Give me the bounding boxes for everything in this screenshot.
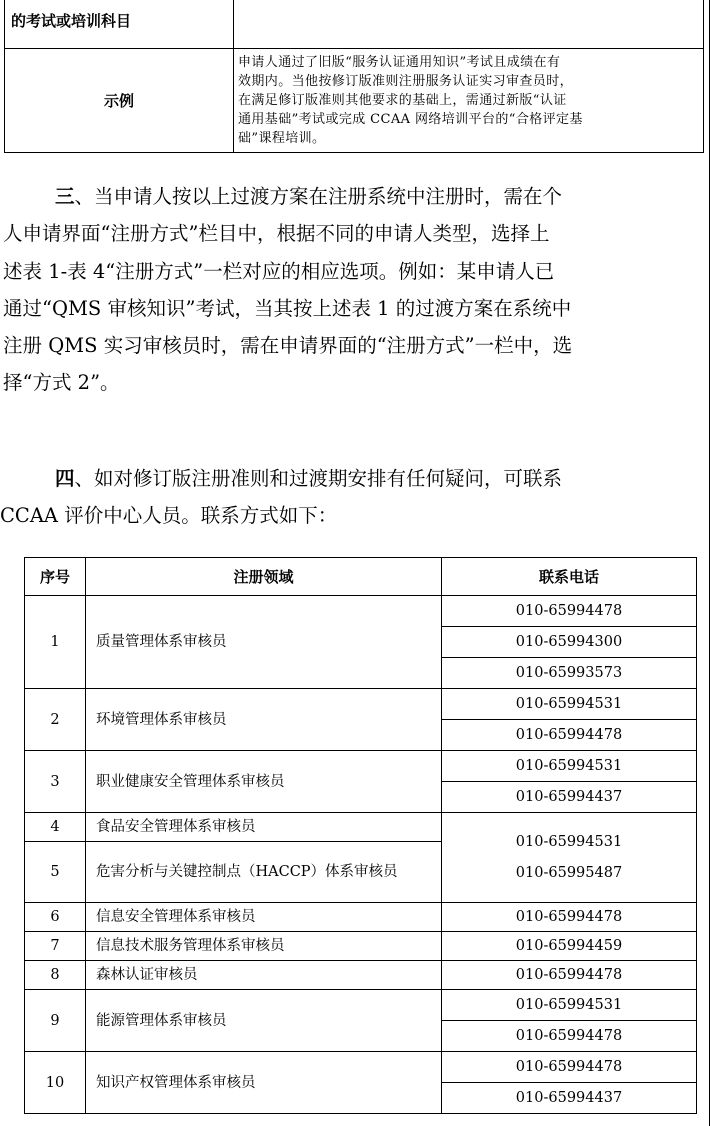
table-row <box>25 903 697 932</box>
row-phone: 010-65994478 <box>442 596 697 627</box>
paragraph-line: CCAA 评价中心人员。联系方式如下： <box>0 504 338 528</box>
table-row <box>25 689 697 720</box>
row-phone: 010-65993573 <box>442 658 697 689</box>
row-no: 9 <box>25 990 86 1052</box>
row-domain: 环境管理体系审核员 <box>86 689 442 751</box>
row-phone: 010-65994478 <box>442 1052 697 1083</box>
header-no: 序号 <box>25 558 86 596</box>
row-phone-shared <box>442 813 697 903</box>
section-number: 四 <box>55 467 75 490</box>
example-line: 申请人通过了旧版“服务认证通用知识”考试且成绩在有 <box>238 55 561 70</box>
row-domain: 知识产权管理体系审核员 <box>86 1052 442 1114</box>
row-domain: 信息安全管理体系审核员 <box>86 903 442 932</box>
example-text <box>234 49 704 153</box>
row-phone: 010-65995487 <box>515 864 623 881</box>
paragraph-line: 择“方式 2”。 <box>3 371 120 395</box>
row-domain: 森林认证审核员 <box>86 961 442 990</box>
row-no: 6 <box>25 903 86 932</box>
example-line: 通用基础”考试或完成 CCAA 网络培训平台的“合格评定基 <box>238 112 583 127</box>
row-phone: 010-65994437 <box>442 782 697 813</box>
row-no: 7 <box>25 932 86 961</box>
table-row <box>25 961 697 990</box>
row-phone: 010-65994478 <box>442 961 697 990</box>
row-phone: 010-65994478 <box>442 903 697 932</box>
section-number: 三 <box>55 185 75 208</box>
row-phone: 010-65994531 <box>515 833 623 850</box>
row-phone: 010-65994531 <box>442 689 697 720</box>
table-row <box>25 990 697 1021</box>
example-line: 在满足修订版准则其他要求的基础上，需通过新版“认证 <box>238 93 567 108</box>
example-label: 示例 <box>5 49 234 153</box>
example-line: 础”课程培训。 <box>238 131 326 146</box>
row-no: 10 <box>25 1052 86 1114</box>
contact-table <box>24 557 697 1114</box>
row-no: 4 <box>25 813 86 842</box>
transition-table-fragment <box>4 0 704 153</box>
table-row <box>25 1052 697 1083</box>
paragraph-line: 四、如对修订版注册准则和过渡期安排有任何疑问，可联系 <box>55 467 563 490</box>
row-no: 8 <box>25 961 86 990</box>
header-domain: 注册领域 <box>86 558 442 596</box>
row-domain: 质量管理体系审核员 <box>86 596 442 689</box>
row-no: 3 <box>25 751 86 813</box>
table-row <box>25 596 697 627</box>
paragraph-four <box>0 460 712 535</box>
row-domain: 能源管理体系审核员 <box>86 990 442 1052</box>
row-no: 2 <box>25 689 86 751</box>
row-phone: 010-65994437 <box>442 1083 697 1114</box>
table-row <box>25 751 697 782</box>
paragraph-three <box>0 178 712 402</box>
paragraph-line: 人申请界面“注册方式”栏目中，根据不同的申请人类型，选择上 <box>3 222 550 246</box>
row-no: 1 <box>25 596 86 689</box>
row-no: 5 <box>25 842 86 903</box>
example-line: 效期内。当他按修订版准则注册服务认证实习审查员时， <box>238 74 574 89</box>
paragraph-line: 通过“QMS 审核知识”考试，当其按上述表 1 的过渡方案在系统中 <box>3 296 572 320</box>
exam-subject-label: 的考试或培训科目 <box>5 0 234 49</box>
paragraph-line: 注册 QMS 实习审核员时，需在申请界面的“注册方式”一栏中，选 <box>3 334 573 358</box>
row-phone: 010-65994478 <box>442 1021 697 1052</box>
row-domain: 食品安全管理体系审核员 <box>86 813 442 842</box>
table-row <box>25 932 697 961</box>
row-domain: 危害分析与关键控制点（HACCP）体系审核员 <box>86 842 442 903</box>
table-header-row <box>25 558 697 596</box>
paragraph-line: 述表 1-表 4“注册方式”一栏对应的相应选项。例如：某申请人已 <box>3 259 555 283</box>
paragraph-line: 三、当申请人按以上过渡方案在注册系统中注册时，需在个 <box>55 185 563 208</box>
header-phone: 联系电话 <box>442 558 697 596</box>
row-phone: 010-65994300 <box>442 627 697 658</box>
row-phone: 010-65994531 <box>442 990 697 1021</box>
row-domain: 信息技术服务管理体系审核员 <box>86 932 442 961</box>
exam-subject-value <box>234 0 704 49</box>
row-phone: 010-65994478 <box>442 720 697 751</box>
row-phone: 010-65994459 <box>442 932 697 961</box>
page-edge-line <box>709 0 710 1126</box>
row-phone: 010-65994531 <box>442 751 697 782</box>
table-row <box>25 813 697 842</box>
row-domain: 职业健康安全管理体系审核员 <box>86 751 442 813</box>
